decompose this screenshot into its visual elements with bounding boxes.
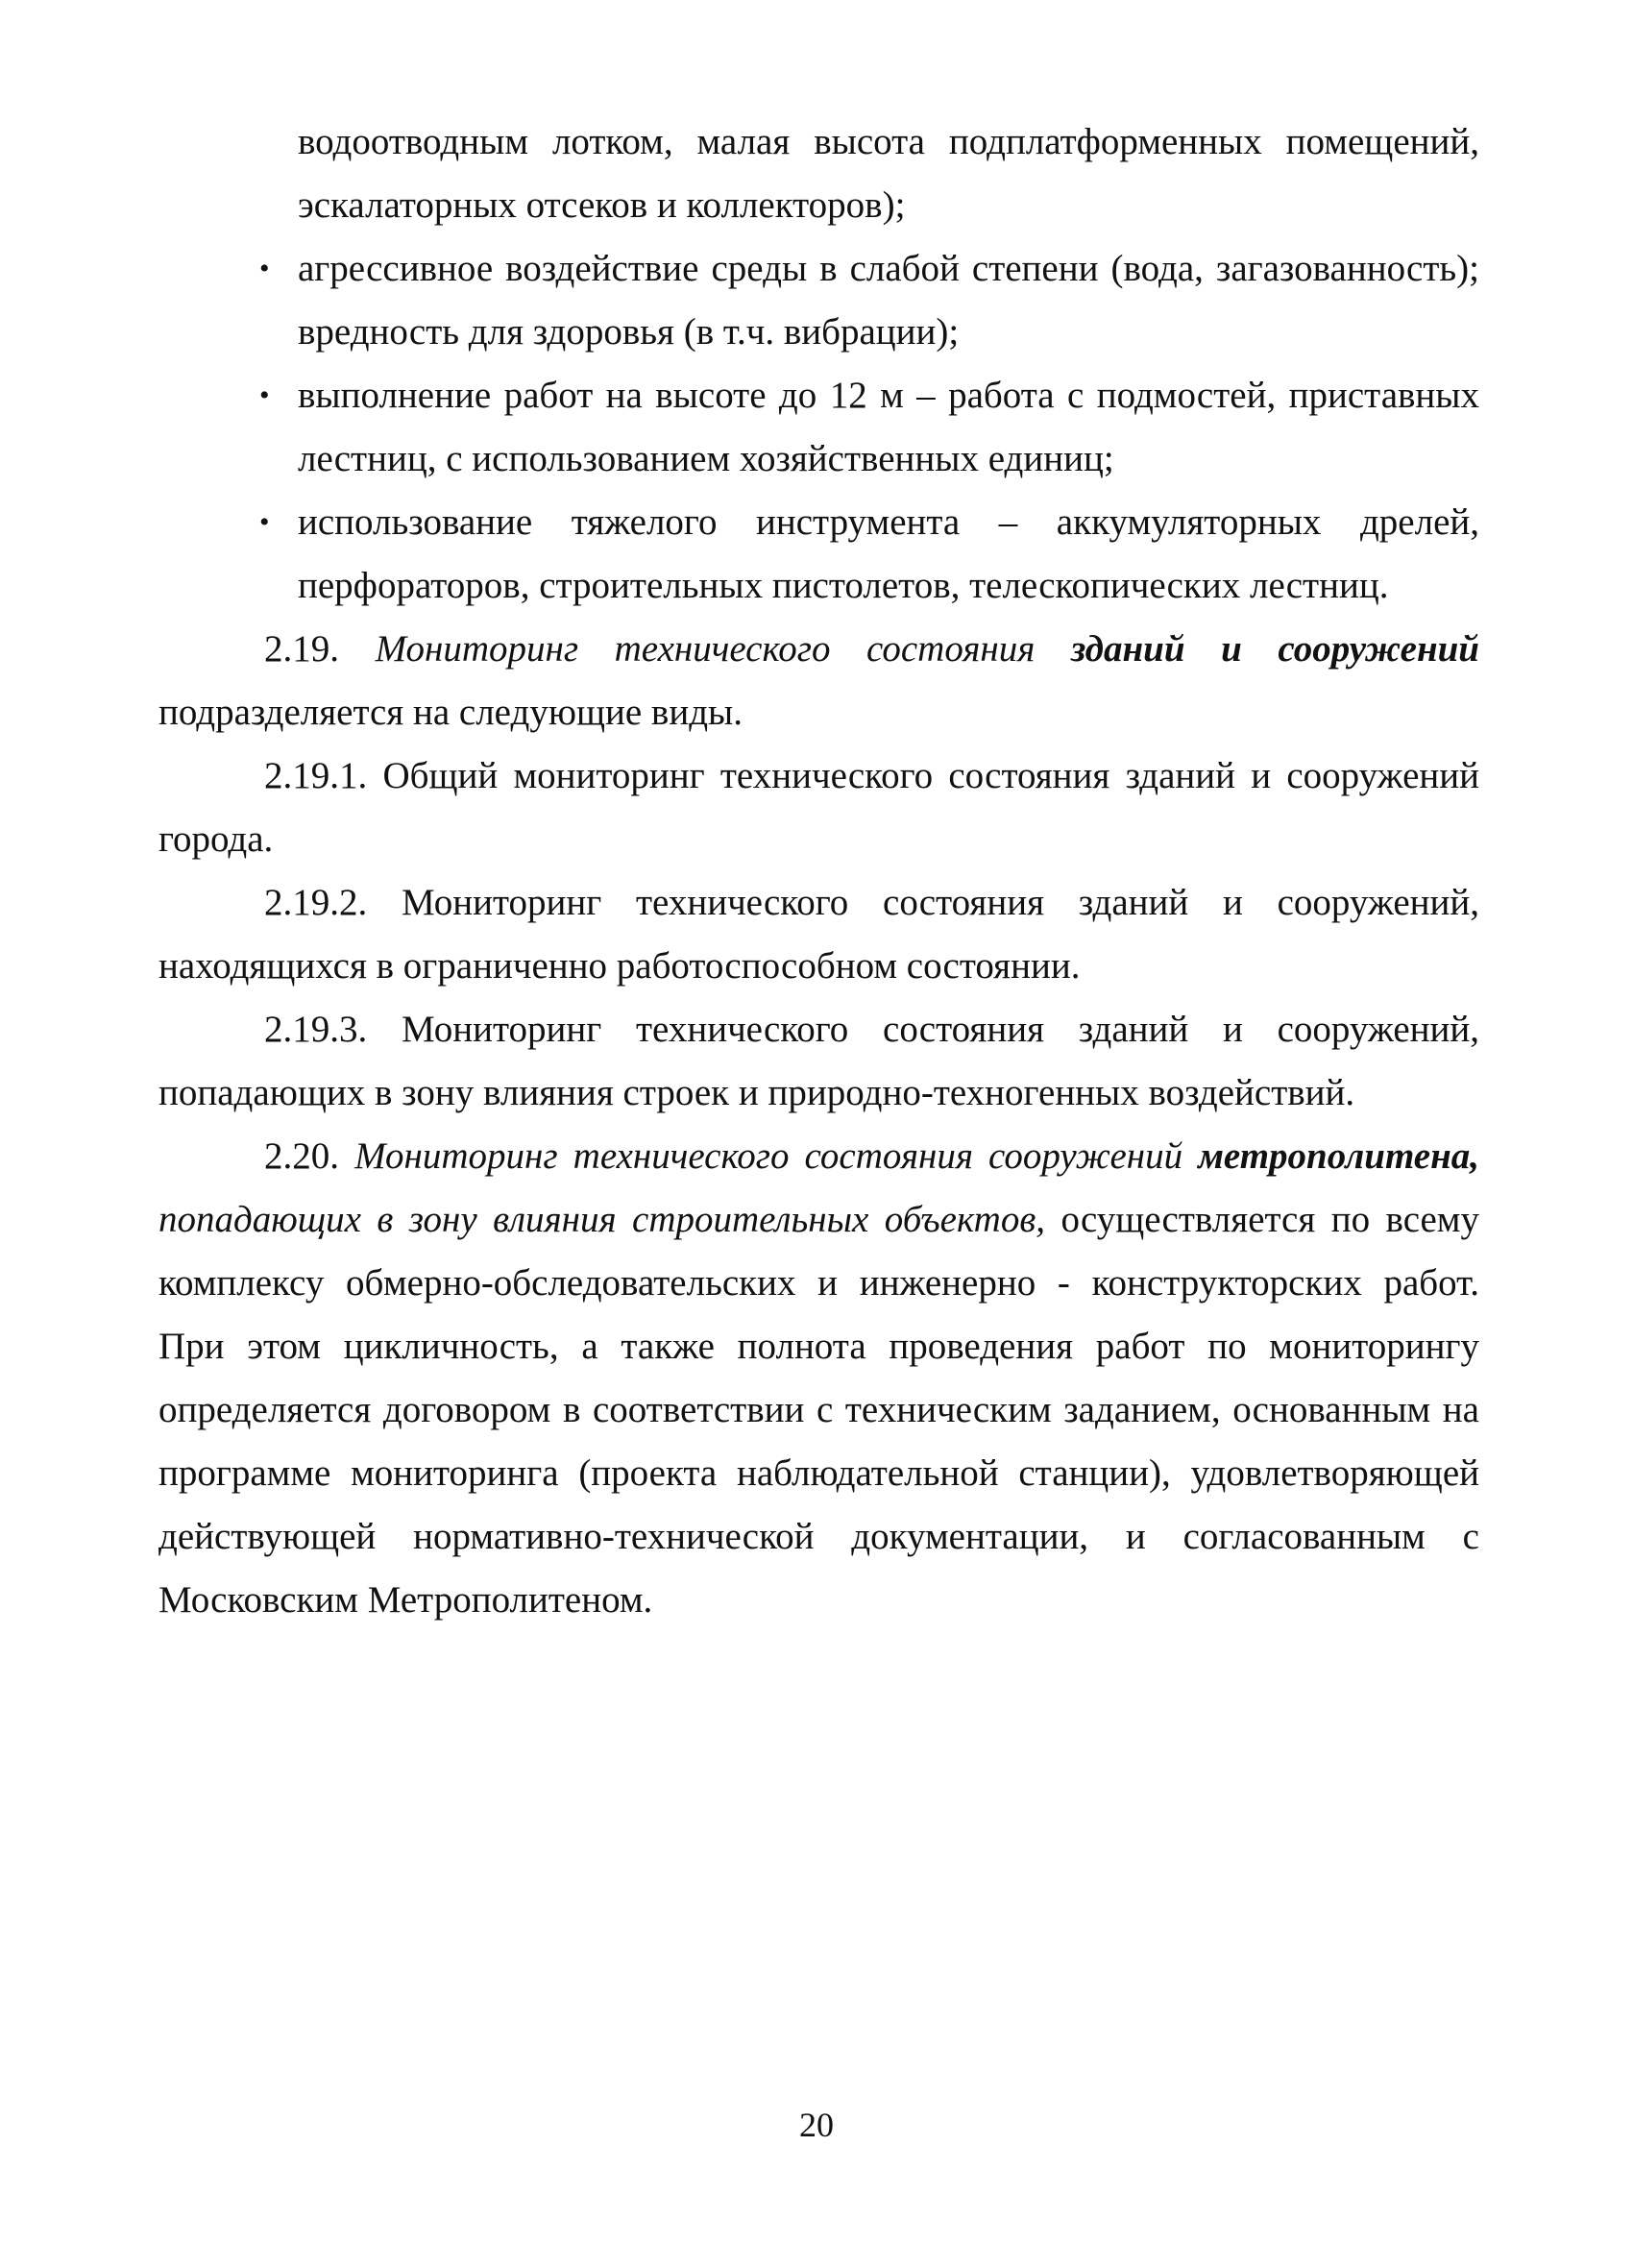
bullet-item — [158, 491, 1479, 618]
subsection-text: Мониторинг технического состояния зданий и сооружений, попадающих в зону влияния строек и природно-техногенных воздействий. — [158, 1009, 1480, 1113]
section-number: 2.19. — [264, 628, 339, 670]
subsection-paragraph — [158, 744, 1479, 871]
bullet-icon: • — [259, 253, 270, 284]
bullet-icon: • — [259, 506, 270, 538]
bullet-item-text: выполнение работ на высоте до 12 м – работа с подмостей, приставных лестниц, с использованием хозяйственных единиц; — [298, 375, 1479, 479]
section-italic-text: Мониторинг технического состояния — [375, 628, 1036, 670]
subsection-paragraph — [158, 871, 1479, 998]
section-2-20-paragraph — [158, 1125, 1479, 1632]
bullet-icon: • — [259, 379, 270, 411]
page-content — [158, 110, 1479, 1632]
section-body-text: подразделяется на следующие виды. — [158, 692, 743, 733]
page-number: 20 — [799, 2106, 834, 2144]
subsection-number: 2.19.2. — [264, 882, 368, 923]
bullet-item — [158, 237, 1479, 364]
bullet-item — [158, 364, 1479, 491]
section-bold-italic-text: зданий и сооружений — [1070, 628, 1479, 670]
subsection-paragraph — [158, 998, 1479, 1125]
bullet-item-text: использование тяжелого инструмента – аккумуляторных дрелей, перфораторов, строительных пистолетов, телескопических лестниц. — [298, 501, 1479, 606]
continued-list-text: водоотводным лотком, малая высота подплатформенных помещений, эскалаторных отсеков и коллекторов); — [298, 121, 1479, 226]
section-body-text: осуществляется по всему комплексу обмерно-обследовательских и инженерно - конструкторских работ. При этом цикличность, а также полнота проведения работ по мониторингу определяется договором в соответствии с техническим заданием, основанным на программе мониторинга (проекта наблюдательной станции), удовлетворяющей действующей нормативно-технической документации, и согласованным с Московским Метрополитеном. — [158, 1199, 1479, 1621]
section-2-19-paragraph — [158, 618, 1479, 744]
section-italic-text: попадающих в зону влияния строительных объектов, — [158, 1199, 1046, 1240]
section-number: 2.20. — [264, 1135, 339, 1177]
bullet-item-text: агрессивное воздействие среды в слабой степени (вода, загазованность); вредность для здоровья (в т.ч. вибрации); — [298, 248, 1479, 353]
section-italic-text: Мониторинг технического состояния сооружений — [354, 1135, 1183, 1177]
bullet-list — [158, 237, 1479, 618]
subsection-number: 2.19.1. — [264, 755, 368, 796]
section-bold-italic-text: метрополитена, — [1198, 1135, 1479, 1177]
subsection-number: 2.19.3. — [264, 1009, 368, 1050]
subsection-text: Общий мониторинг технического состояния зданий и сооружений города. — [158, 755, 1479, 860]
subsection-text: Мониторинг технического состояния зданий и сооружений, находящихся в ограниченно работоспособном состоянии. — [158, 882, 1480, 987]
